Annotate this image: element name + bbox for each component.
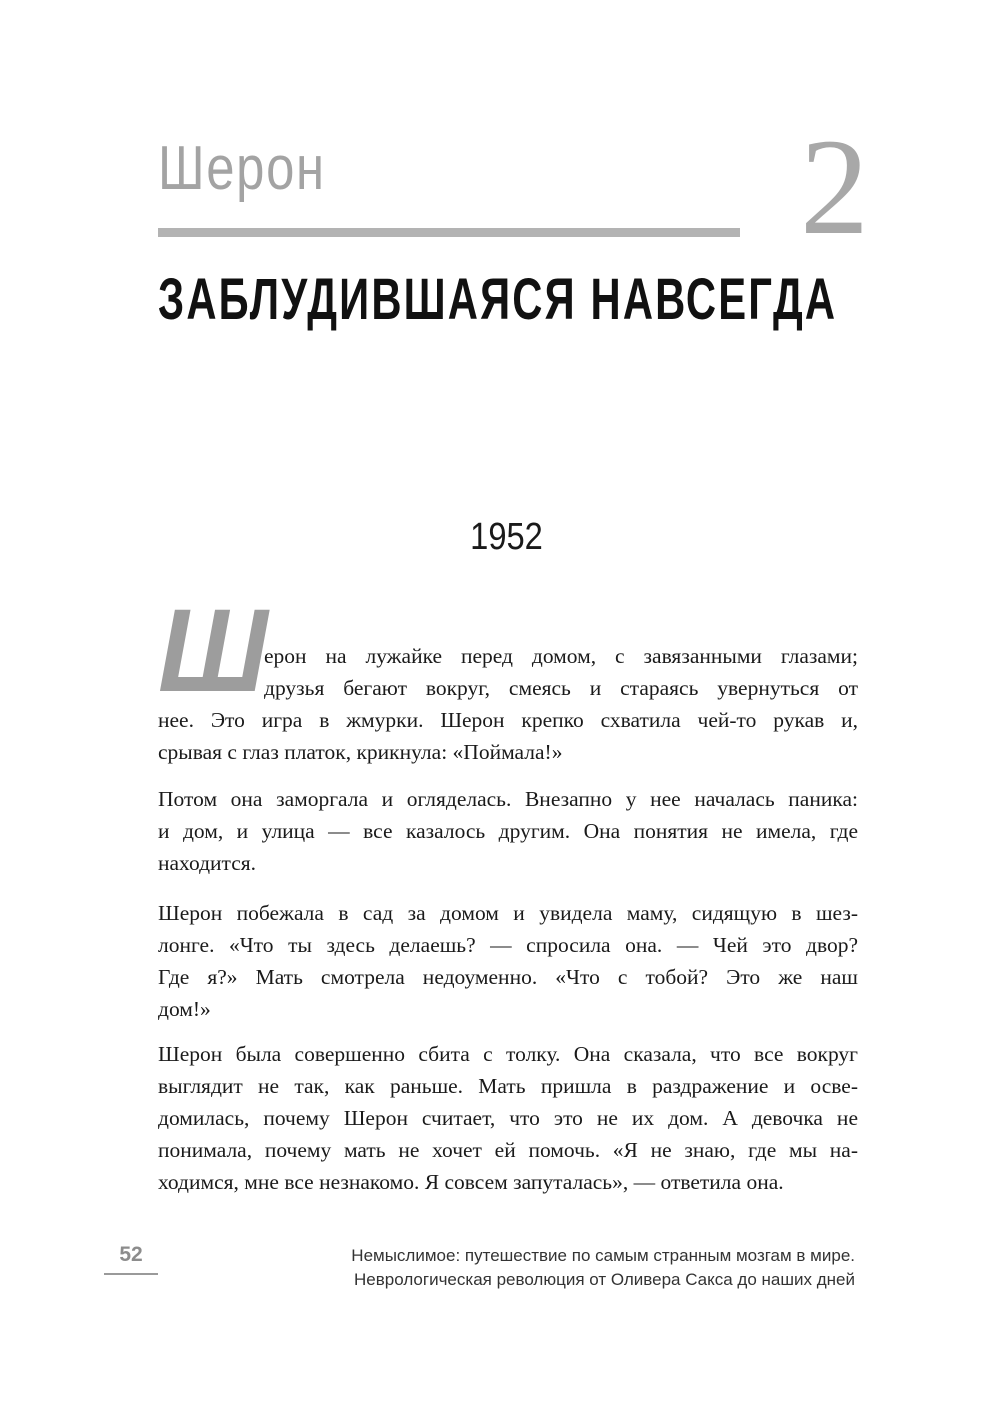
text-line: дом!»	[158, 997, 211, 1021]
page-number: 52	[119, 1243, 143, 1266]
running-footer	[351, 1244, 855, 1292]
text-line: домилась, почему Шерон считает, что это не их дом. А девочка не	[158, 1106, 858, 1130]
text-line: ерон на лужайке перед домом, с завязанными глазами;	[264, 644, 858, 668]
text-line: срывая с глаз платок, крикнула: «Поймала!»	[158, 740, 563, 764]
drop-cap: Ш	[158, 585, 268, 717]
page-number-underline	[104, 1273, 158, 1275]
chapter-name: Шерон	[158, 134, 326, 203]
paragraph-1	[158, 640, 858, 768]
text-line: Где я?» Мать смотрела недоуменно. «Что с тобой? Это же наш	[158, 965, 858, 989]
text-line: выглядит не так, как раньше. Мать пришла в раздражение и осве-	[158, 1074, 858, 1098]
paragraph-2	[158, 783, 858, 879]
text-line: Шерон побежала в сад за домом и увидела маму, сидящую в шез-	[158, 901, 858, 925]
text-line: и дом, и улица — все казалось другим. Она понятия не имела, где	[158, 819, 858, 843]
text-line: нее. Это игра в жмурки. Шерон крепко схватила чей-то рукав и,	[158, 708, 858, 732]
chapter-number: 2	[800, 110, 869, 263]
text-line: Шерон была совершенно сбита с толку. Она сказала, что все вокруг	[158, 1042, 858, 1066]
section-year-heading: 1952	[470, 516, 543, 558]
paragraph-3	[158, 897, 858, 1025]
text-line: понимала, почему мать не хочет ей помочь. «Я не знаю, где мы на-	[158, 1138, 858, 1162]
text-line: находится.	[158, 851, 257, 875]
book-title-line-2: Неврологическая революция от Оливера Сакса до наших дней	[354, 1270, 855, 1289]
text-line: Потом она заморгала и огляделась. Внезапно у нее началась паника:	[158, 787, 858, 811]
chapter-divider	[158, 228, 740, 237]
paragraph-4	[158, 1038, 858, 1198]
book-title-line-1: Немыслимое: путешествие по самым странным мозгам в мире.	[351, 1246, 855, 1265]
text-line: ходимся, мне все незнакомо. Я совсем запуталась», — ответила она.	[158, 1170, 784, 1194]
text-line: друзья бегают вокруг, смеясь и стараясь увернуться от	[264, 676, 858, 700]
text-line: лонге. «Что ты здесь делаешь? — спросила она. — Чей это двор?	[158, 933, 858, 957]
chapter-title: ЗАБЛУДИВШАЯСЯ НАВСЕГДА	[158, 267, 838, 332]
